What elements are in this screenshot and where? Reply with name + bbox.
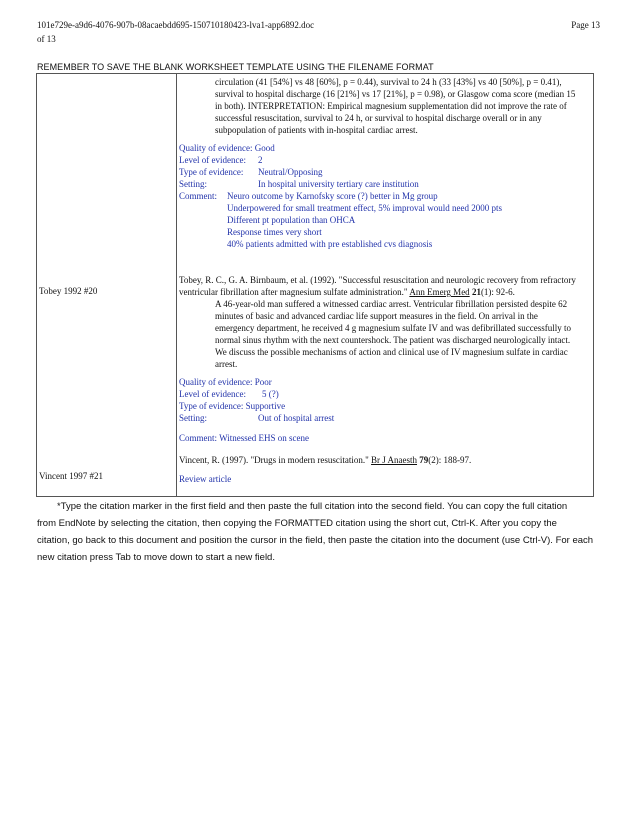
instruction-line: citation, go back to this document and position the cursor in the field, then paste the citation into the document (use Ctrl-V). For each <box>37 535 594 546</box>
abstract-line: successful resuscitation, survival to 24 h, or survival to hospital discharge overall or in any <box>215 113 542 123</box>
journal-name: Ann Emerg Med <box>409 287 470 297</box>
abstract-line: arrest. <box>215 359 238 369</box>
type-of-evidence-value: Neutral/Opposing <box>258 167 323 177</box>
level-of-evidence-value: 2 <box>258 155 263 165</box>
journal-name: Br J Anaesth <box>371 455 418 465</box>
citation-text: ventricular fibrillation after magnesium sulfate administration." <box>179 287 410 297</box>
comment: Comment: Witnessed EHS on scene <box>179 433 309 443</box>
citation-text: Vincent, R. (1997). "Drugs in modern resuscitation." <box>179 455 372 465</box>
citation-table <box>36 73 594 497</box>
setting-label: Setting: <box>179 179 208 189</box>
abstract-line: emergency department, he received 4 g magnesium sulfate IV and was defibrillated successfully to <box>215 323 572 333</box>
comment-item: Response times very short <box>227 227 322 237</box>
citation-marker: Vincent 1997 #21 <box>39 471 103 481</box>
abstract-line: subpopulation of patients with in-hospital cardiac arrest. <box>215 125 418 135</box>
abstract-line: We discuss the possible mechanisms of action and clinical use of IV magnesium sulfate in cardiac <box>215 347 568 357</box>
citation-marker: Tobey 1992 #20 <box>39 286 98 296</box>
instruction-line: *Type the citation marker in the first field and then paste the full citation into the second field. You can copy the full citation <box>57 501 568 512</box>
comment-item: Underpowered for small treatment effect, 5% improval would need 2000 pts <box>227 203 503 213</box>
instruction-line: from EndNote by selecting the citation, then copying the FORMATTED citation using the short cut, Ctrl-K. After you copy the <box>37 518 557 529</box>
setting-label: Setting: <box>179 413 208 423</box>
comment-label: Comment: <box>179 191 217 201</box>
header-page-number: Page 13 <box>571 20 600 30</box>
quality-of-evidence: Quality of evidence: Good <box>179 143 275 153</box>
instruction-line: new citation press Tab to move down to start a new field. <box>37 552 275 563</box>
journal-volume: 21 <box>471 287 481 297</box>
review-note: Review article <box>179 474 232 484</box>
citation-line <box>179 286 515 298</box>
abstract-line: in both). INTERPRETATION: Empirical magnesium supplementation did not improve the rate of <box>215 101 567 111</box>
abstract-line: A 46-year-old man suffered a witnessed cardiac arrest. Ventricular fibrillation persisted despite 62 <box>215 299 568 309</box>
header-filename: 101e729e-a9d6-4076-907b-08acaebdd695-150710180423-lva1-app6892.doc <box>37 20 315 30</box>
setting-value: Out of hospital arrest <box>258 413 335 423</box>
journal-issue-pages: (1): 92-6. <box>480 287 515 297</box>
journal-issue-pages: (2): 188-97. <box>428 455 472 465</box>
setting-value: In hospital university tertiary care institution <box>258 179 419 189</box>
level-of-evidence-label: Level of evidence: <box>179 389 246 399</box>
header-page-total: of 13 <box>37 34 56 44</box>
comment-item: Neuro outcome by Karnofsky score (?) better in Mg group <box>227 191 438 201</box>
journal-volume: 79 <box>419 455 429 465</box>
comment-item: 40% patients admitted with pre established cvs diagnosis <box>227 239 433 249</box>
abstract-line: minutes of basic and advanced cardiac life support measures in the field. On arrival in the <box>215 311 538 321</box>
level-of-evidence-label: Level of evidence: <box>179 155 246 165</box>
type-of-evidence: Type of evidence: Supportive <box>179 401 286 411</box>
citation-line <box>179 454 471 466</box>
column-divider <box>176 74 177 496</box>
abstract-line: normal sinus rhythm with the next countershock. The patient was discharged neurologically intact. <box>215 335 571 345</box>
abstract-line: survival to hospital discharge (16 [21%] vs 17 [21%], p = 0.98), or Glasgow coma score (median 15 <box>215 89 576 99</box>
abstract-line: circulation (41 [54%] vs 48 [60%], p = 0.44), survival to 24 h (33 [43%] vs 40 [50%], p = 0.41), <box>215 77 562 87</box>
level-of-evidence-value: 5 (?) <box>262 389 279 399</box>
quality-of-evidence: Quality of evidence: Poor <box>179 377 272 387</box>
type-of-evidence-label: Type of evidence: <box>179 167 244 177</box>
reminder-text: REMEMBER TO SAVE THE BLANK WORKSHEET TEMPLATE USING THE FILENAME FORMAT <box>37 62 434 72</box>
comment-item: Different pt population than OHCA <box>227 215 356 225</box>
citation-line: Tobey, R. C., G. A. Birnbaum, et al. (1992). "Successful resuscitation and neurologic recovery from refractory <box>179 275 576 285</box>
